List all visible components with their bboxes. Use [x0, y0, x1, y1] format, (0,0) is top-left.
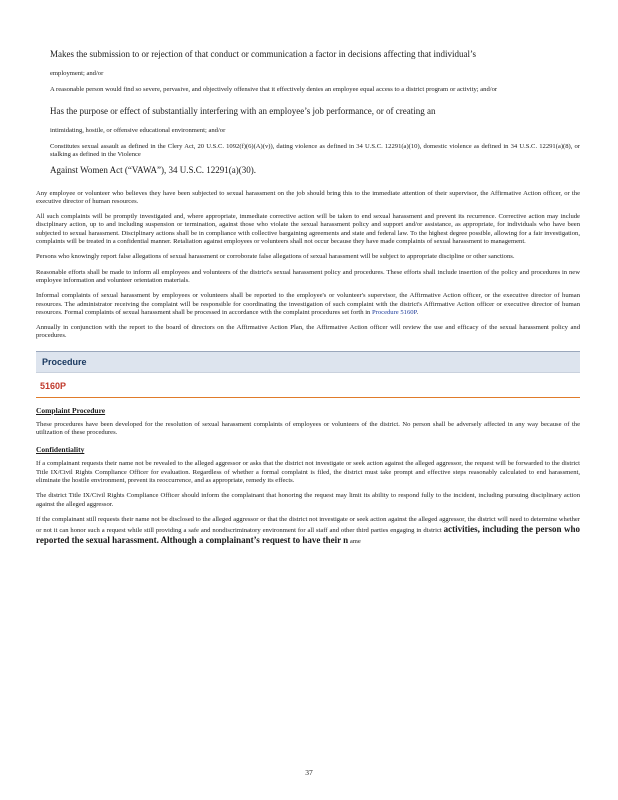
informal-complaints-paragraph — [36, 292, 580, 317]
body-paragraph: Reasonable efforts shall be made to inform all employees and volunteers of the district's sexual harassment policy and procedures. These efforts shall include insertion of the policy and procedures in new employee information and volunteer orientation materials. — [36, 267, 580, 284]
page-number: 37 — [305, 768, 313, 777]
bullet-item — [36, 44, 580, 80]
bullet-item — [36, 86, 580, 95]
section-title-confidentiality: Confidentiality — [36, 444, 85, 454]
bullet-text-large: Has the purpose or effect of substantially interfering with an employee’s job performance, or of creating an — [50, 105, 436, 116]
body-paragraph: Any employee or volunteer who believes they have been subjected to sexual harassment on the job should bring this to the immediate attention of their supervisor, the Affirmative Action officer, or the executive director of human resources. — [36, 188, 580, 205]
bullet-text-large: Against Women Act (“VAWA”), 34 U.S.C. 12291(a)(30). — [50, 163, 256, 174]
bullet-text-large: Makes the submission to or rejection of that conduct or communication a factor in decisions affecting that individual’s — [50, 49, 476, 59]
bullet-text: intimidating, hostile, or offensive educational environment; and/or — [50, 126, 226, 134]
conf3-tail: ame — [349, 537, 361, 545]
body-paragraph: The district Title IX/Civil Rights Compliance Officer should inform the complainant that honoring the request may limit its ability to respond fully to the incident, including pursuing disciplinary action against the alleged aggressor. — [36, 491, 580, 507]
section-title-complaint: Complaint Procedure — [36, 405, 106, 415]
bullet-item — [36, 143, 580, 178]
body-paragraph: Annually in conjunction with the report to the board of directors on the Affirmative Action Plan, the Affirmative Action officer will review the use and efficacy of the sexual harassment policy and procedures. — [36, 323, 580, 339]
bullet-marker-icon — [36, 143, 50, 178]
bullet-marker-icon — [36, 101, 50, 137]
conf3-text: If the complainant still requests their name not be disclosed to the alleged aggressor or that the district not investigate or seek action against the alleged aggressor, the district will need to determine whether or not it can honor such a request while still providing a safe and nondiscriminatory environment for all staff and other third parties engaging in district — [36, 515, 580, 534]
definition-bullet-list — [36, 44, 580, 178]
bullet-marker-icon — [36, 44, 50, 80]
procedure-heading: Procedure — [36, 351, 580, 373]
bullet-marker-icon — [36, 86, 50, 95]
bullet-text: Constitutes sexual assault as defined in the Clery Act, 20 U.S.C. 1092(f)(6)(A)(v)), dating violence as defined in 34 U.S.C. 12291(a)(10), domestic violence as defined in 34 U.S.C. 12291(a)(8), or stalking as defined in the Violence — [50, 142, 580, 158]
procedure-link[interactable]: Procedure 5160P — [372, 308, 417, 316]
body-paragraph — [36, 516, 580, 547]
informal-end: . — [416, 308, 419, 316]
conf3-large-text: activities, including the person who reported the sexual harassment. Although a complainant’s request to have their n — [36, 523, 580, 545]
body-paragraph: These procedures have been developed for the resolution of sexual harassment complaints of employees or volunteers of the district. No person shall be adversely affected in any way because of the utilization of these procedures. — [36, 420, 580, 436]
section-divider — [36, 397, 580, 398]
document-page — [36, 44, 580, 554]
bullet-item — [36, 101, 580, 137]
body-paragraph: Persons who knowingly report false allegations of sexual harassment or corroborate false allegations of sexual harassment will be subject to appropriate discipline or other sanctions. — [36, 252, 515, 260]
informal-text: Informal complaints of sexual harassment by employees or volunteers shall be reported to the employee's or volunteer's supervisor, the Affirmative Action officer, or the executive director of human resources. The administrator receiving the complaint will be responsible for coordinating the investigation of such complaint with the district's Affirmative Action officer or executive director of human resources. Formal complaints of sexual harassment shall be processed in accordance with the complaint procedures set forth in — [36, 291, 580, 316]
procedure-number: 5160P — [40, 380, 67, 391]
body-paragraph: If a complainant requests their name not be revealed to the alleged aggressor or asks that the district not investigate or seek action against the alleged aggressor, the request will be forwarded to the district Title IX/Civil Rights Compliance Officer for evaluation. Regardless of whether a formal complaint is filed, the district must take prompt and effective steps reasonably calculated to end harassment, eliminate the hostile environment, prevent its reoccurrence, and as appropriate, remedy its effects. — [36, 459, 580, 484]
body-paragraph: All such complaints will be promptly investigated and, where appropriate, immediate corrective action will be taken to end sexual harassment and prevent its recurrence. Corrective action may include disciplinary action, up to and including suspension or termination, against those who violate the sexual harassment policy and support and/or assistance, as appropriate, for individuals who have been subjected to sexual harassment. Disciplinary actions shall be in compliance with collective bargaining agreements and state and federal law. To the highest degree possible, allowing for a fair investigation, complaints will be treated in a confidential manner. Retaliation against employees or volunteers shall not occur because they have made complaints of sexual harassment to management. — [36, 212, 580, 245]
bullet-text: employment; and/or — [50, 70, 104, 77]
bullet-text: A reasonable person would find so severe, pervasive, and objectively offensive that it effectively denies an employee equal access to a district program or activity; and/or — [50, 86, 498, 93]
